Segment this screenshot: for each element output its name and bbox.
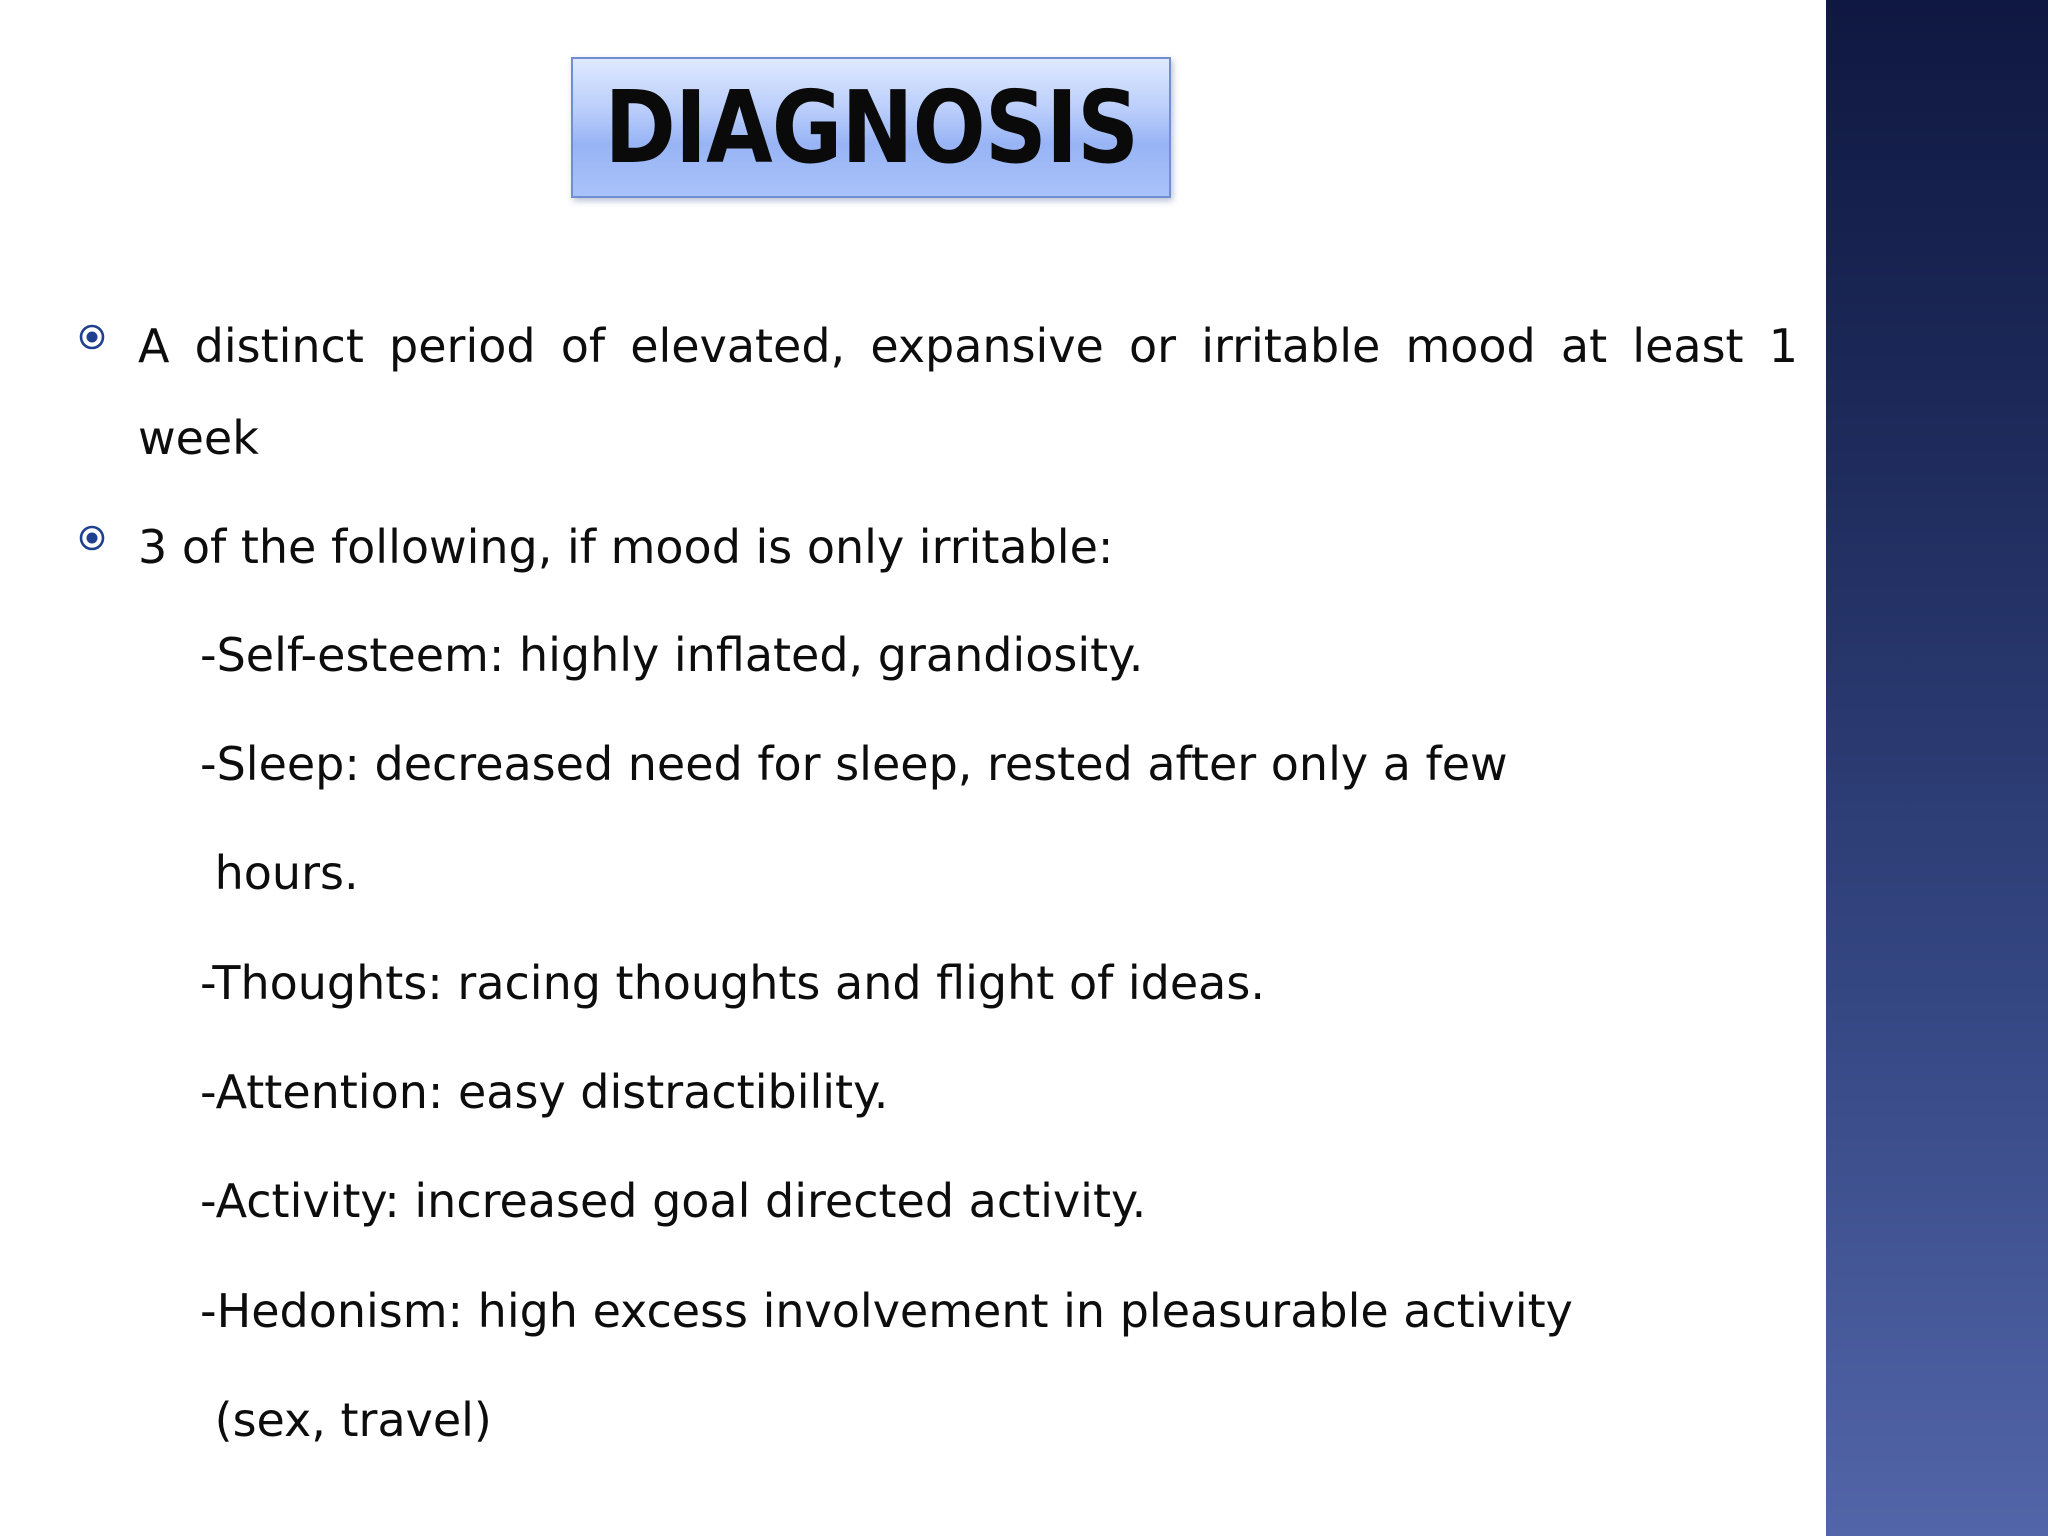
slide-title: DIAGNOSIS bbox=[604, 68, 1138, 186]
sub-item: hours. bbox=[200, 846, 359, 900]
sub-item: (sex, travel) bbox=[200, 1393, 492, 1447]
bullet-text: 3 of the following, if mood is only irritable: bbox=[138, 520, 1114, 574]
side-decor-panel bbox=[1826, 0, 2048, 1536]
bullet-item bbox=[78, 300, 1798, 484]
sub-item: -Hedonism: high excess involvement in pleasurable activity bbox=[200, 1284, 1573, 1338]
bullet-item bbox=[78, 501, 1113, 593]
sub-item: -Sleep: decreased need for sleep, rested after only a few bbox=[200, 737, 1508, 791]
circled-dot-icon bbox=[78, 323, 106, 351]
sub-item: -Attention: easy distractibility. bbox=[200, 1065, 889, 1119]
bullet-text: A distinct period of elevated, expansive or irritable mood at least 1 week bbox=[138, 319, 1798, 465]
sub-item: -Activity: increased goal directed activity. bbox=[200, 1174, 1147, 1228]
sub-item: -Thoughts: racing thoughts and flight of ideas. bbox=[200, 956, 1265, 1010]
sub-item: -Self-esteem: highly inflated, grandiosity. bbox=[200, 628, 1144, 682]
circled-dot-icon bbox=[78, 524, 106, 552]
